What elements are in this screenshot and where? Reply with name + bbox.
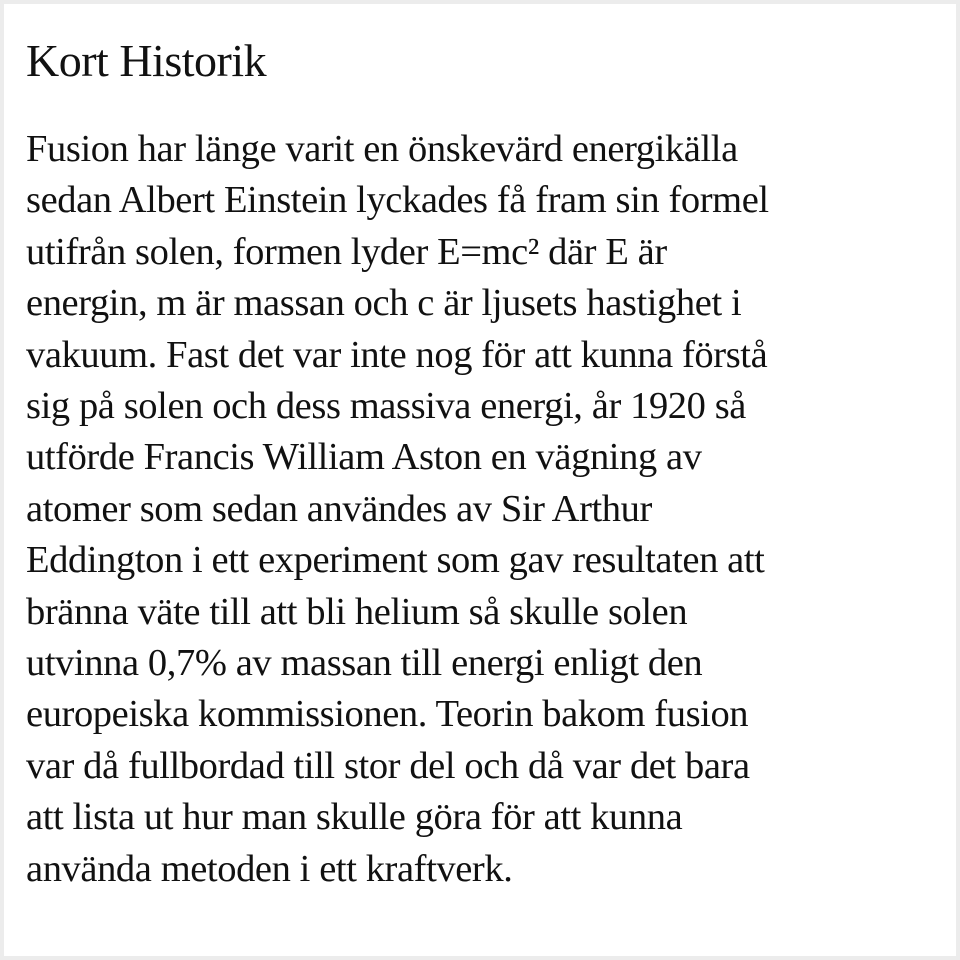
paragraph-line: var då fullbordad till stor del och då var det bara	[26, 744, 750, 787]
paragraph-line: utvinna 0,7% av massan till energi enligt den	[26, 642, 703, 685]
page-title: Kort Historik	[26, 35, 267, 86]
body-paragraph	[26, 124, 934, 895]
paragraph-line: att lista ut hur man skulle göra för att kunna	[26, 796, 683, 839]
paragraph-line: Fusion har länge varit en önskevärd energikälla	[26, 128, 738, 170]
paragraph-line: sedan Albert Einstein lyckades få fram sin formel	[26, 179, 769, 222]
document-page	[4, 4, 956, 956]
paragraph-line: europeiska kommissionen. Teorin bakom fusion	[26, 693, 749, 736]
paragraph-line: använda metoden i ett kraftverk.	[26, 847, 513, 890]
paragraph-line: Eddington i ett experiment som gav resultaten att	[26, 539, 765, 582]
paragraph-line: utifrån solen, formen lyder E=mc² där E är	[26, 230, 667, 273]
paragraph-line: vakuum. Fast det var inte nog för att kunna förstå	[26, 333, 768, 376]
paragraph-line: sig på solen och dess massiva energi, år 1920 så	[26, 385, 746, 428]
paragraph-line: energin, m är massan och c är ljusets hastighet i	[26, 282, 742, 325]
paragraph-line: utförde Francis William Aston en vägning av	[26, 436, 702, 479]
paragraph-line: bränna väte till att bli helium så skulle solen	[26, 590, 688, 633]
paragraph-line: atomer som sedan användes av Sir Arthur	[26, 487, 652, 530]
